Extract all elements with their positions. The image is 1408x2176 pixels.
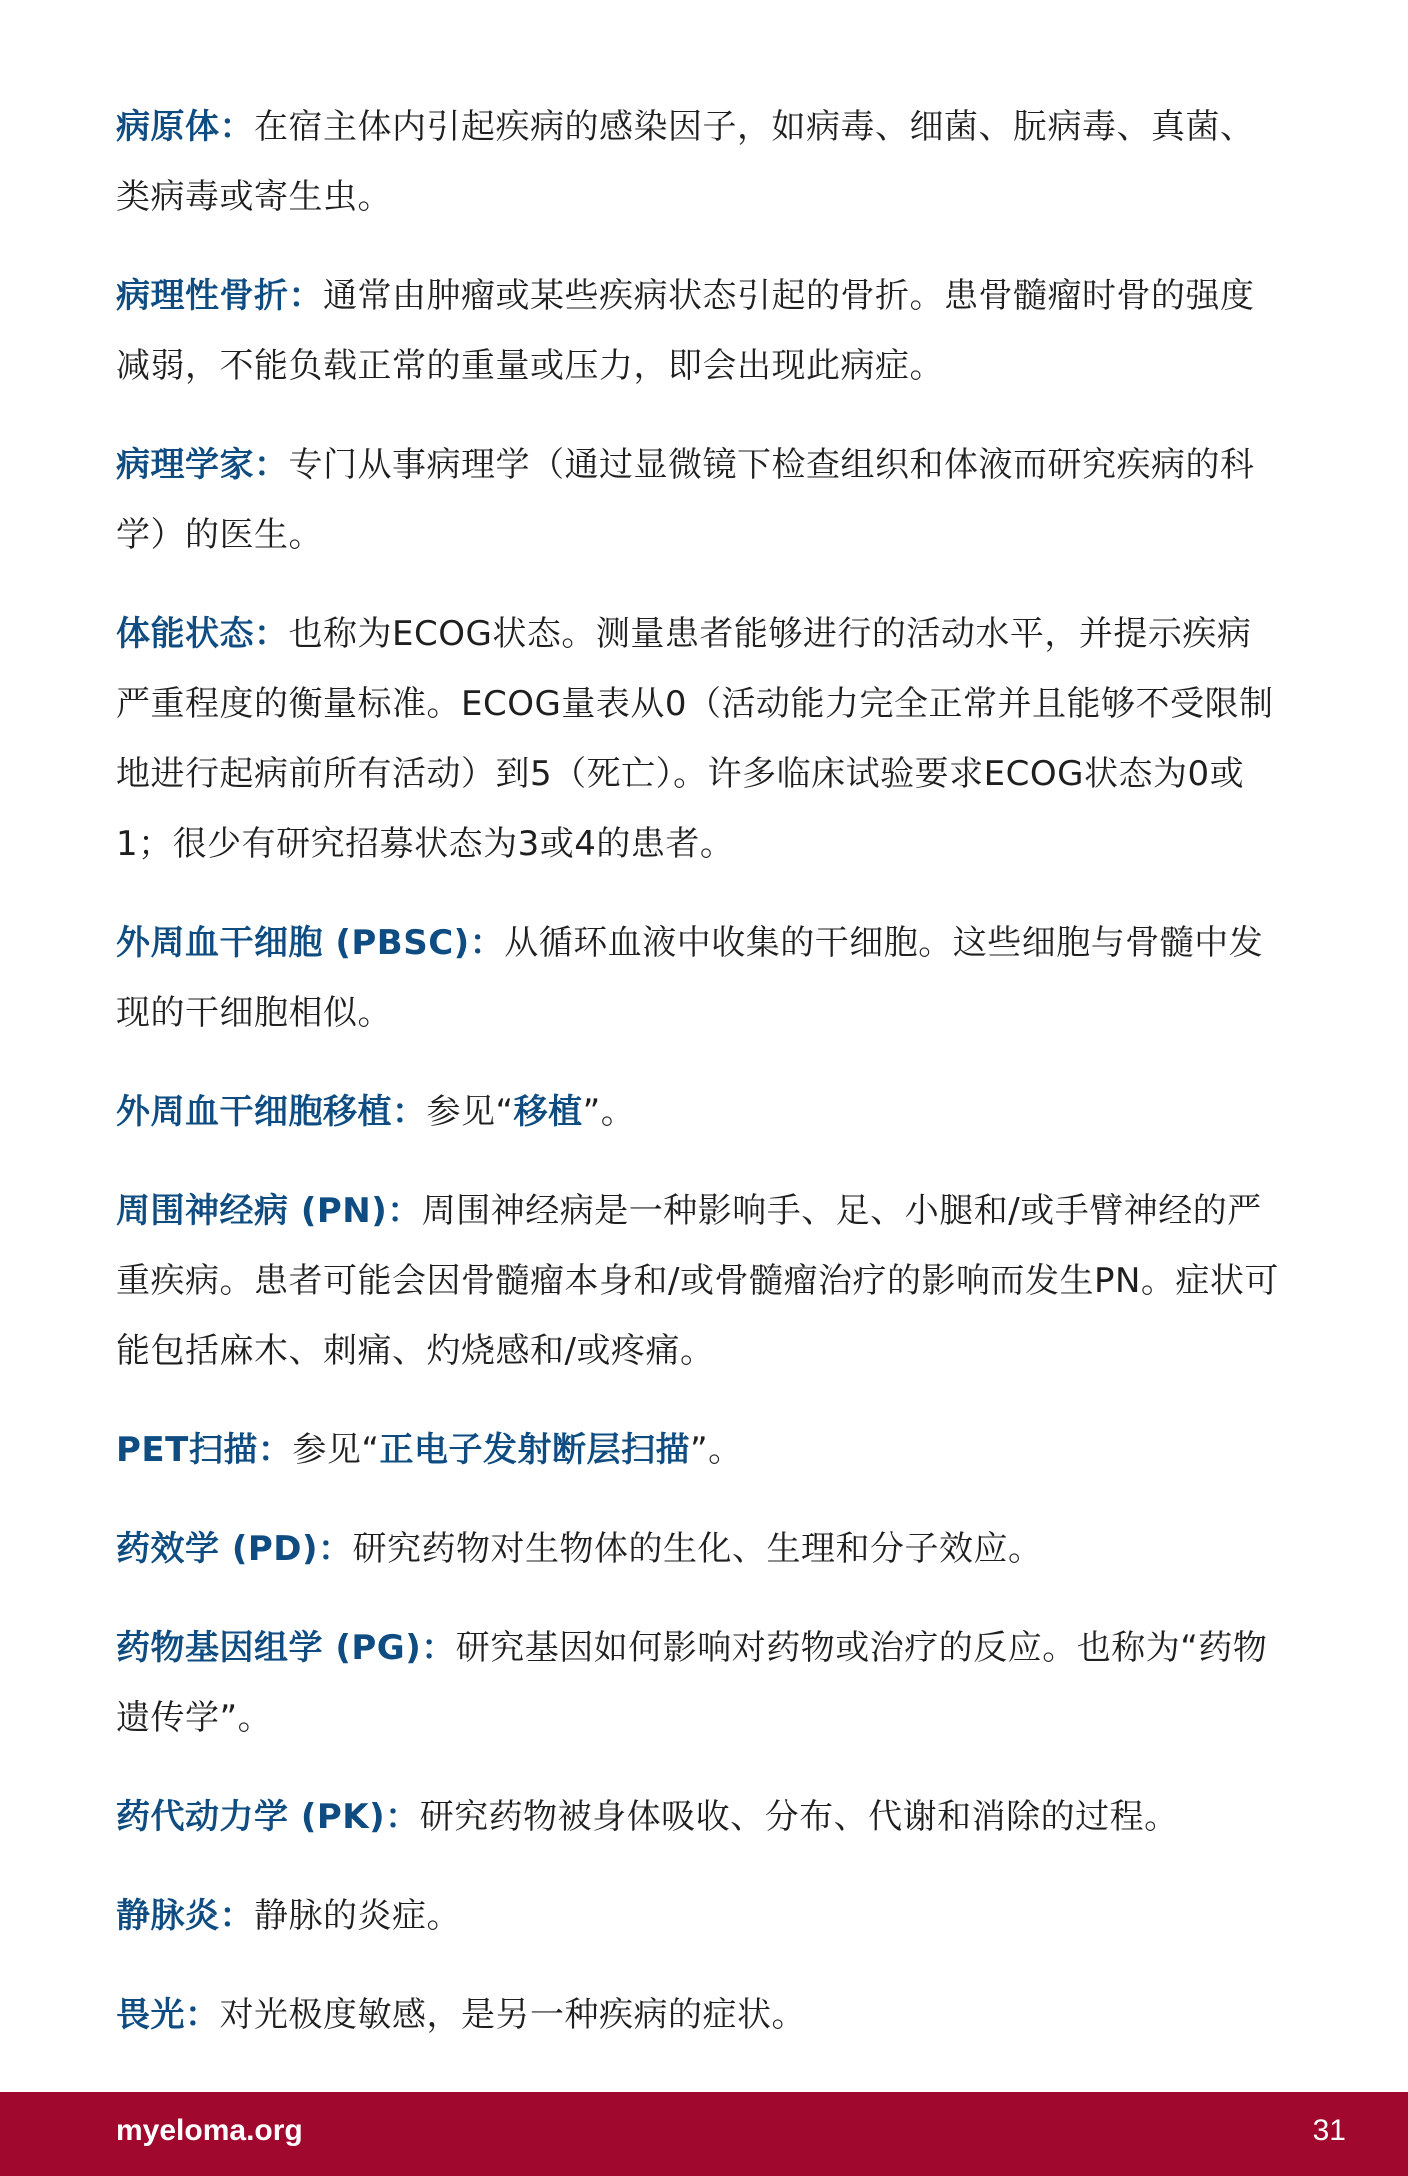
glossary-term: 静脉炎：	[116, 1896, 254, 1936]
glossary-term: 畏光：	[116, 1995, 220, 2035]
see-also-link[interactable]: 移植	[513, 1092, 583, 1132]
see-also-prefix: 参见“	[292, 1430, 380, 1470]
glossary-term: 体能状态：	[116, 614, 289, 654]
glossary-entry-pathogen	[116, 92, 1281, 232]
glossary-term: 周围神经病 (PN)：	[116, 1191, 422, 1231]
see-also-prefix: 参见“	[426, 1092, 514, 1132]
glossary-entry-peripheral-neuropathy	[116, 1176, 1281, 1386]
glossary-definition: 通常由肿瘤或某些疾病状态引起的骨折。患骨髓瘤时骨的强度减弱，不能负载正常的重量或压力，即会出现此病症。	[116, 276, 1255, 386]
glossary-entry-pathologist	[116, 430, 1281, 570]
glossary-entry-pbsc-transplant	[116, 1077, 1281, 1147]
page-number: 31	[1312, 2114, 1346, 2147]
glossary-definition: 研究药物对生物体的生化、生理和分子效应。	[352, 1529, 1043, 1569]
glossary-entry-photophobia	[116, 1980, 1281, 2050]
glossary-definition: 研究药物被身体吸收、分布、代谢和消除的过程。	[419, 1797, 1179, 1837]
glossary-definition: 对光极度敏感，是另一种疾病的症状。	[219, 1995, 806, 2035]
glossary-definition: 也称为ECOG状态。测量患者能够进行的活动水平，并提示疾病严重程度的衡量标准。ECOG量表从0（活动能力完全正常并且能够不受限制地进行起病前所有活动）到5（死亡）。许多临床试验要求ECOG状态为0或1；很少有研究招募状态为3或4的患者。	[116, 614, 1274, 864]
glossary-term: 病理性骨折：	[116, 276, 323, 316]
glossary-entry-phlebitis	[116, 1881, 1281, 1951]
see-also-suffix: ”。	[582, 1092, 636, 1132]
glossary-term: PET扫描：	[116, 1430, 293, 1470]
glossary-definition: 静脉的炎症。	[254, 1896, 461, 1936]
glossary-term: 外周血干细胞 (PBSC)：	[116, 923, 505, 963]
see-also-suffix: ”。	[689, 1430, 743, 1470]
glossary-content	[116, 92, 1281, 2079]
glossary-entry-pharmacodynamics	[116, 1514, 1281, 1584]
glossary-definition: 研究基因如何影响对药物或治疗的反应。也称为“药物遗传学”。	[116, 1628, 1268, 1738]
page-footer	[0, 2092, 1408, 2176]
glossary-entry-performance-status	[116, 599, 1281, 879]
glossary-definition: 从循环血液中收集的干细胞。这些细胞与骨髓中发现的干细胞相似。	[116, 923, 1264, 1033]
glossary-term: 病原体：	[116, 107, 254, 147]
see-also-link[interactable]: 正电子发射断层扫描	[379, 1430, 690, 1470]
footer-site-link[interactable]: myeloma.org	[116, 2114, 303, 2147]
glossary-term: 病理学家：	[116, 445, 289, 485]
glossary-entry-pharmacogenomics	[116, 1613, 1281, 1753]
glossary-entry-pbsc	[116, 908, 1281, 1048]
glossary-term: 药效学 (PD)：	[116, 1529, 353, 1569]
glossary-definition: 专门从事病理学（通过显微镜下检查组织和体液而研究疾病的科学）的医生。	[116, 445, 1255, 555]
glossary-entry-pathologic-fracture	[116, 261, 1281, 401]
glossary-entry-pharmacokinetics	[116, 1782, 1281, 1852]
glossary-definition: 周围神经病是一种影响手、足、小腿和/或手臂神经的严重疾病。患者可能会因骨髓瘤本身和/或骨髓瘤治疗的影响而发生PN。症状可能包括麻木、刺痛、灼烧感和/或疼痛。	[116, 1191, 1279, 1371]
glossary-definition: 在宿主体内引起疾病的感染因子，如病毒、细菌、朊病毒、真菌、类病毒或寄生虫。	[116, 107, 1255, 217]
glossary-term: 药物基因组学 (PG)：	[116, 1628, 456, 1668]
glossary-entry-pet-scan	[116, 1415, 1281, 1485]
glossary-term: 外周血干细胞移植：	[116, 1092, 427, 1132]
glossary-term: 药代动力学 (PK)：	[116, 1797, 420, 1837]
